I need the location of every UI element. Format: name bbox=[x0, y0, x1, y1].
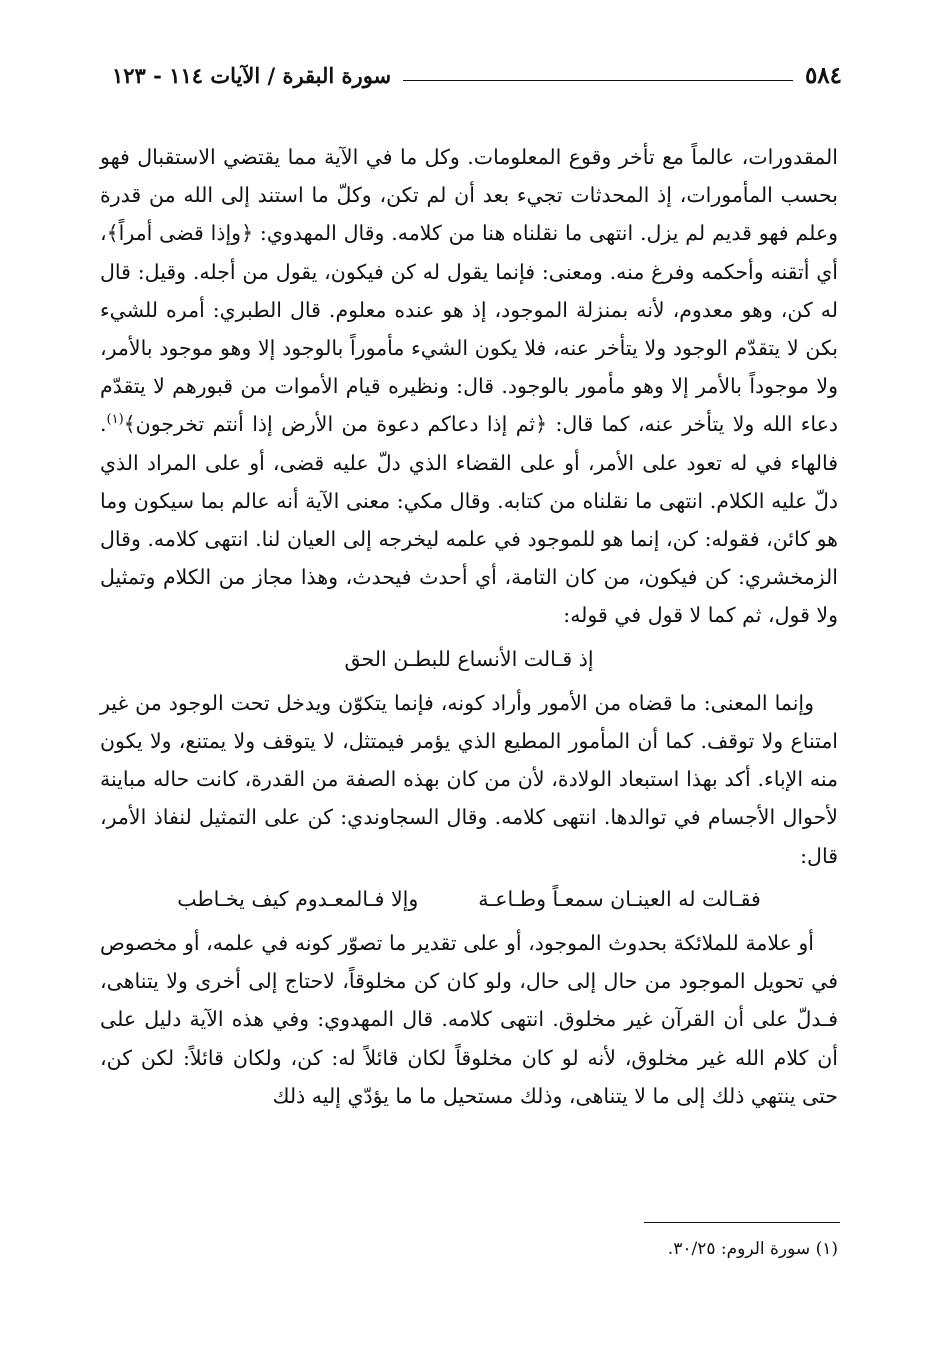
footnote-1-text: سورة الروم: ٣٠/٢٥. bbox=[667, 1239, 811, 1259]
header-title: سورة البقرة / الآيات ١١٤ - ١٢٣ bbox=[112, 62, 392, 88]
main-text bbox=[100, 138, 838, 1115]
verse-hemistich-first: فقـالت له العينـان سمعـاً وطـاعـة bbox=[478, 886, 761, 911]
paragraph-1 bbox=[100, 138, 838, 635]
header-rule bbox=[403, 80, 793, 81]
footnotes bbox=[100, 1234, 838, 1264]
footnote-separator bbox=[644, 1222, 840, 1223]
verse-couplet bbox=[100, 880, 838, 918]
footnote-1-marker: (١) bbox=[815, 1239, 838, 1259]
running-header bbox=[112, 58, 842, 92]
paragraph-1-text: المقدورات، عالماً مع تأخر وقوع المعلومات. وكل ما في الآية مما يقتضي الاستقبال فهو بحسب المأمورات، إذ المحدثات تجيء بعد أن لم تكن، وكلّ ما استند إلى الله من قدرة وعلم فهو قديم لم يزل. انتهى ما نقلناه هنا من كلامه. وقال المهدوي: ﴿وإذا قضى أمراً﴾، أي أتقنه وأحكمه وفرغ منه. ومعنى: فإنما يقول له كن فيكون، يقول من أجله. وقيل: قال له كن، وهو معدوم، لأنه بمنزلة الموجود، إذ هو عنده معلوم. قال الطبري: أمره للشيء بكن لا يتقدّم الوجود ولا يتأخر عنه، فلا يكون الشيء مأموراً بالوجود إلا وهو موجود بالأمر، ولا موجوداً بالأمر إلا وهو مأمور بالوجود. قال: ونظيره قيام الأموات من قبورهم لا يتقدّم دعاء الله ولا يتأخر عنه، كما قال: ﴿ثم إذا دعاكم دعوة من الأرض إذا أنتم تخرجون﴾ bbox=[100, 145, 838, 437]
page-number: ٥٨٤ bbox=[804, 61, 842, 89]
verse-hemistich-second: وإلا فـالمعـدوم كيف يخـاطب bbox=[177, 886, 419, 911]
verse-line-1: إذ قـالت الأنساع للبطـن الحق bbox=[344, 646, 594, 671]
paragraph-2: وإنما المعنى: ما قضاه من الأمور وأراد كونه، فإنما يتكوّن ويدخل تحت الوجود من غير امتناع ولا توقف. كما أن المأمور المطيع الذي يؤمر فيمتثل، لا يتوقف ولا يمتنع، ولا يكون منه الإباء. أكد بهذا استبعاد الولادة، لأن من كان بهذه الصفة من القدرة، كانت حاله مباينة لأحوال الأجسام في توالدها. انتهى كلامه. وقال السجاوندي: كن على التمثيل لنفاذ الأمر، قال: bbox=[100, 690, 838, 868]
paragraph-3: أو علامة للملائكة بحدوث الموجود، أو على تقدير ما تصوّر كونه في علمه، أو مخصوص في تحويل الموجود من حال إلى حال، ولو كان كن مخلوقاً، لاحتاج إلى أخرى ولا يتناهى، فـدلّ على أن القرآن غير مخلوق. انتهى كلامه. قال المهدوي: وفي هذه الآية دليل على أن كلام الله غير مخلوق، لأنه لو كان مخلوقاً لكان قائلاً له: كن، ولكان قائلاً: لكن كن، حتى ينتهي ذلك إلى ما لا يتناهى، وذلك مستحيل ما ما يؤدّي إليه ذلك bbox=[100, 931, 838, 1108]
footnote-marker: (١) bbox=[106, 412, 124, 428]
paragraph-1-continuation: . فالهاء في له تعود على الأمر، أو على القضاء الذي دلّ عليه قضى، أو على المراد الذي دلّ عليه الكلام. انتهى ما نقلناه من كتابه. وقال مكي: معنى الآية أنه عالم بما سيكون وما هو كائن، فقوله: كن، إنما هو للموجود في علمه ليخرجه إلى العيان لنا. انتهى كلامه. وقال الزمخشري: كن فيكون، من كان التامة، أي أحدث فيحدث، وهذا مجاز من الكلام وتمثيل ولا قول، ثم كما لا قول في قوله: bbox=[100, 412, 838, 628]
footnote-1 bbox=[100, 1234, 838, 1264]
